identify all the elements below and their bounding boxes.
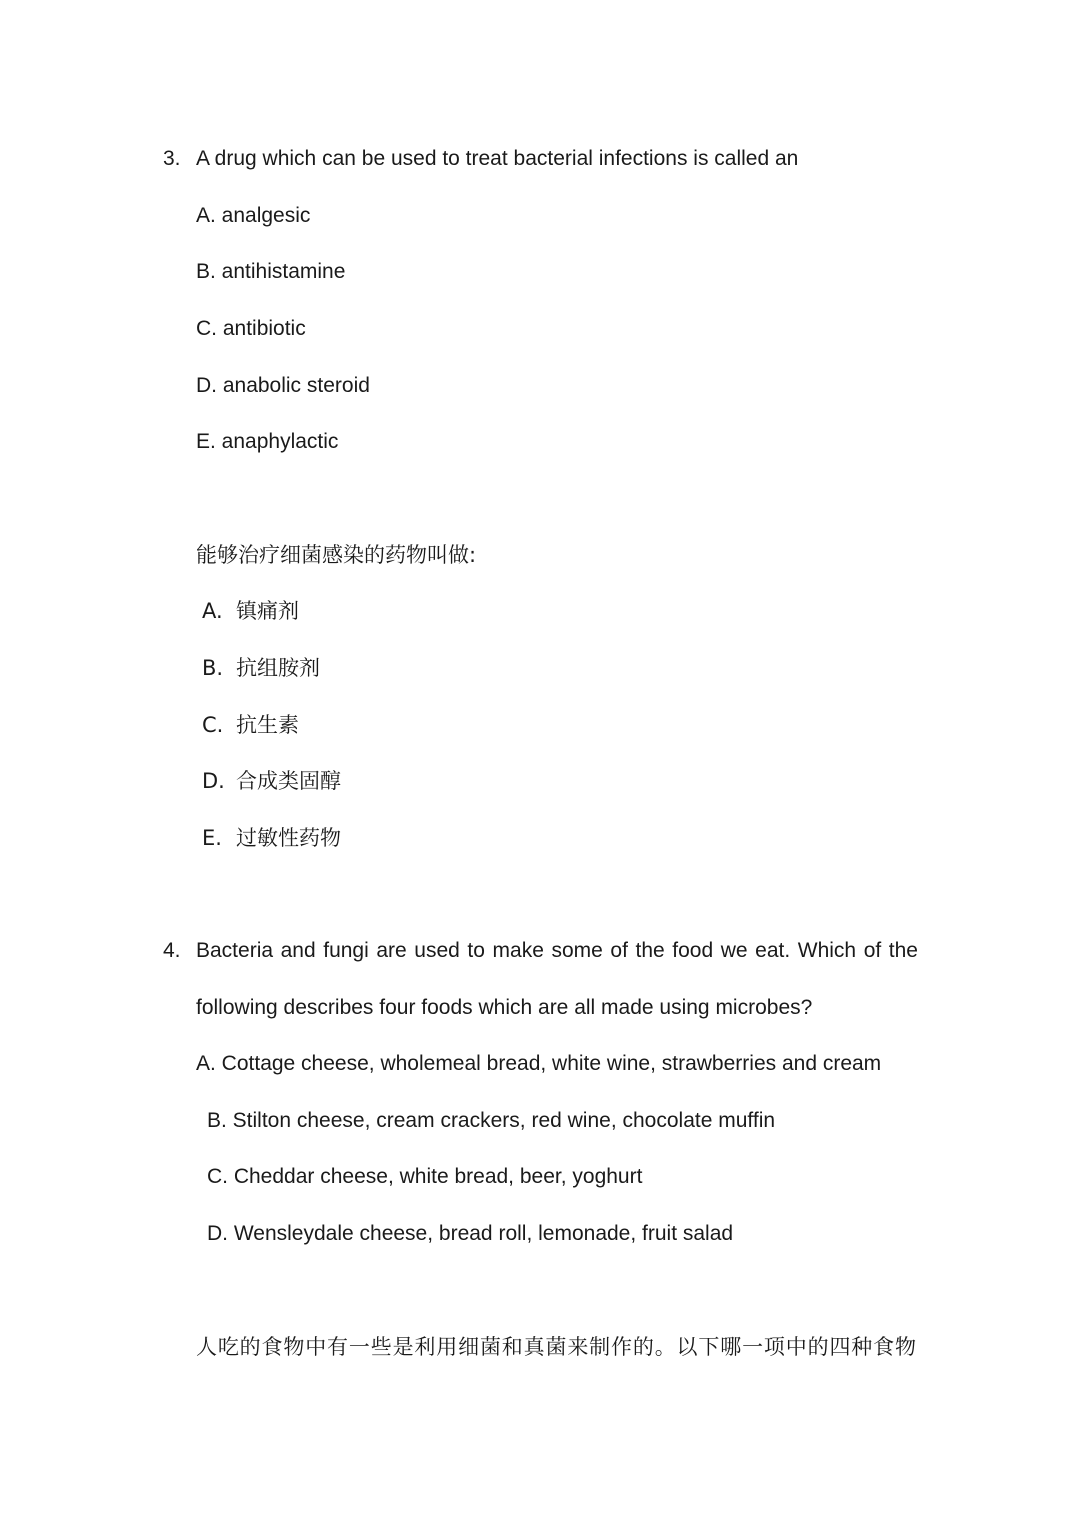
cn-option-text: 抗组胺剂: [236, 656, 320, 680]
cn-option-e: [202, 824, 341, 852]
cn-option-b: [202, 654, 320, 682]
cn-question-text: 能够治疗细菌感染的药物叫做:: [196, 543, 477, 567]
cn-option-letter: A.: [202, 599, 223, 623]
cn-option-letter: B.: [202, 656, 224, 680]
cn-option-text: 合成类固醇: [236, 769, 341, 793]
option-c: C. Cheddar cheese, white bread, beer, yoghurt: [207, 1165, 643, 1188]
option-a: A. analgesic: [196, 204, 311, 227]
option-d: D. Wensleydale cheese, bread roll, lemonade, fruit salad: [207, 1222, 734, 1245]
cn-option-c: [202, 711, 299, 739]
option-b: B. Stilton cheese, cream crackers, red wine, chocolate muffin: [207, 1109, 776, 1132]
question-number: 4.: [163, 939, 181, 962]
question-text: A drug which can be used to treat bacterial infections is called an: [196, 147, 799, 170]
option-c: C. antibiotic: [196, 317, 306, 340]
question-text-line-2: following describes four foods which are all made using microbes?: [196, 996, 813, 1019]
cn-option-text: 过敏性药物: [236, 826, 341, 850]
option-d: D. anabolic steroid: [196, 374, 370, 397]
cn-option-d: [202, 767, 341, 795]
cn-question-text: 人吃的食物中有一些是利用细菌和真菌来制作的。以下哪一项中的四种食物: [196, 1335, 916, 1359]
cn-option-a: [202, 597, 299, 625]
cn-option-letter: E.: [202, 826, 222, 850]
question-text-line-1: Bacteria and fungi are used to make some of the food we eat. Which of the: [196, 939, 918, 962]
option-e: E. anaphylactic: [196, 430, 339, 453]
cn-option-letter: D.: [202, 769, 225, 793]
cn-option-text: 镇痛剂: [236, 599, 299, 623]
cn-option-text: 抗生素: [236, 713, 299, 737]
cn-option-letter: C.: [202, 713, 224, 737]
option-a: A. Cottage cheese, wholemeal bread, white wine, strawberries and cream: [196, 1052, 882, 1075]
option-b: B. antihistamine: [196, 260, 346, 283]
question-number: 3.: [163, 147, 181, 170]
